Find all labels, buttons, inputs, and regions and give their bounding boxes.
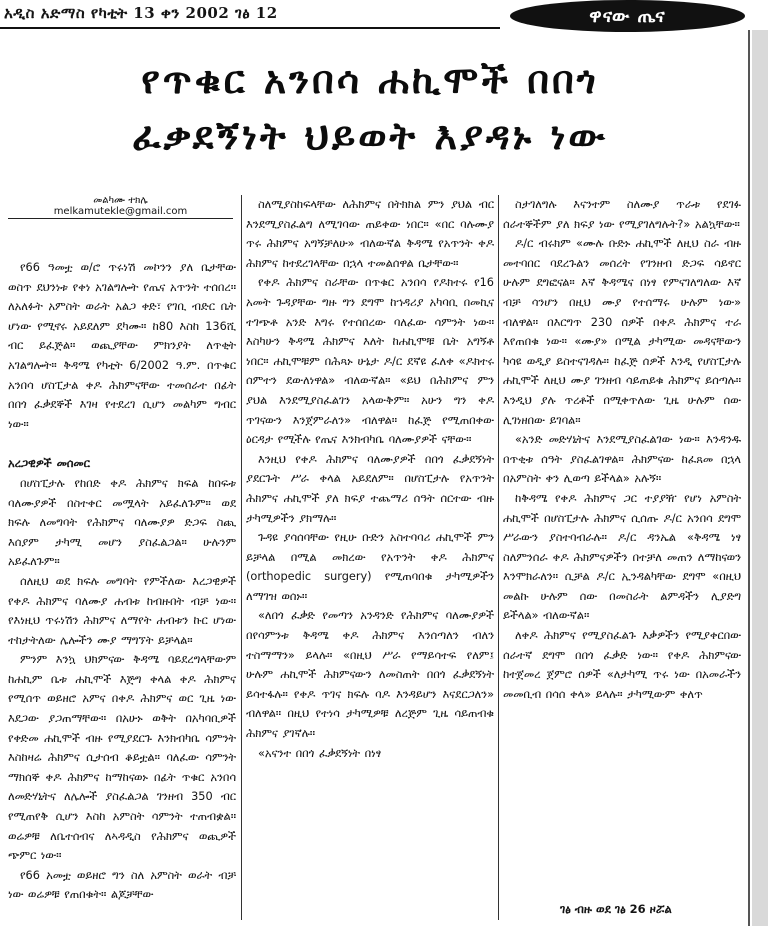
subheading: አረጋዊዎች መሰመር — [8, 457, 90, 471]
paragraph: ለቀዶ ሕክምና የሚያስፈልጉ እቃዎችን የሚያቀርበው ሰራተኛ ደግሞ በበጎ ፈቃድ ነው። የቀዶ ሕክምናው ከተጀመረ ጀምሮ ሰዎች «ለታካሚ ጥሩ ነው በአመራችን መመቢብ በሳሰ ቀላ» ይላሉ። ታካሚውም ቀለጥ — [503, 629, 741, 701]
page-edge — [752, 30, 768, 926]
column-divider — [241, 195, 242, 920]
paragraph: ሰለዚህ ወደ ክፍሉ መግባት የምችለው እረጋዊዎች የቀዶ ሕክምና ባለሙያ ሐብቱ ከብዙበት ብቻ ነው። የእነዚህ ጥሩነሽን ሕክምና ለማየት ሐብቱን ኩር ሆነው ተከታትለው ሌሎችን ሙያ ማግኘት ይቻላል። — [8, 574, 236, 647]
header-rule — [0, 27, 500, 29]
author-name: መልካሙ ተክሌ — [93, 195, 148, 206]
author-email: melkamutekle@gmail.com — [8, 206, 233, 219]
byline — [8, 195, 233, 219]
page-edge-line — [748, 30, 750, 926]
dateline: አዲስ አድማስ የካቲት 13 ቀን 2002 ገፅ 12 — [4, 4, 278, 22]
paragraph: «አናንተ በበጎ ፈቃደኝነት በነፃ — [258, 746, 382, 760]
article-column-1 — [8, 258, 236, 923]
paragraph: የ66 አመቷ ወይዘሮ ግን ስለ አምስት ወራት ብቻ ነው ወሬዎቹ የጠበቁት። ልጆቻቸው — [8, 868, 236, 902]
column-divider — [498, 195, 499, 920]
paragraph: ስለሚያስከፍላቸው ለሕክምና በትክክል ምን ያህል ብር እንደሚያስፈልግ ለሚገባው ጠይቀው ነበር። «በር ባሉሙያ ጥሩ ሕክምና አግኝቻለሁ» ብለውኛል ቅዳሜ የአጥንት ቀዶ ሕክምና ከተደረገላቸው በኋላ ተመልሰዋል ቤታቸው። — [246, 198, 494, 270]
paragraph: ከቅዳሜ የቀዶ ሕክምና ጋር ተያያዥ የሆነ አምስት ሐኪሞች በሆስፒታሉ ሕክምና ሲሰጡ ዶ/ር አንበሳ ደግሞ ሥራውን ያስተባብራሉ። ዶ/ር ዳንኤል «ቅዳሜ ነፃ ስለምንሰራ ቀዶ ሕክምናዎችን በተቻለ መጠን ለማከናወን እንሞክራለን። ሲቻል ዶ/ር ኢንዳልካቸው ደግሞ «በዚህ መልኩ ሁሉም ሰው በመስራት ልምዳችን ሊያድግ ይችላል» ብለውኛል። — [503, 491, 741, 623]
paragraph: ምንም እንኳ ህክምናው ቅዳሜ ባይደረግላቸውም ከሐኪም ቤቱ ሐኪሞች እጅግ ቀላል ቀዶ ሕክምና የሚሰጥ ወይዘሮ አምና በቀዶ ሕክምና ወር ጊዜ ነው እደጋው ያጋጠማቸው። በአሁኑ ወቅት በአካባቢዎች የቀድመ ሐኪሞች ብዙ የሚያደርጉ እንክብካቤ ሳምንት እስከዛሬ ሕክምና ሲታሰብ ቆይቷል። ባለፈው ሳምንት ማክሰኞ ቀዶ ሕክምና ከማከናወኑ በፊት ጥቁር አንበሳ ለመድሃኒትና ለሌሎች ያስፈልጋል ገንዘብ 350 ብር የሚጠየቅ ሲሆን እስከ አምስት ሳምንት ተጠብቋል። ወሬዎቹ ለቤተሰብና ለኣዳዲስ የሕክምና ወጪዎች ጭምር ነው። — [8, 653, 236, 863]
article-column-3 — [503, 195, 741, 875]
paragraph: የቀዶ ሕክምና ስራቸው በጥቁር አንበሳ የዶክተሩ የ16 አመት ጉዳያቸው ግዙ ግን ደግሞ ከኀዳሪያ አካባቢ በመኪና ተገጭቶ አንድ እግሩ የተሰበረው ባለፈው ሳምንት ነው። እስካሁን ቅዳሜ ሕክምና እለት ከሐኪሞቹ ቤት አግኝቶ ነበር። ሐኪሞቹም በሕጻኑ ሁኔታ ዶ/ር ደኛዩ ፈለቀ «ዶክተሩ ሰምተን ደውለነዋል» ብለውኛል። «ይህ በሕክምና ምን ያህል እንደሚያስፈልገን አላውቅም። አሁን ግን ቀዶ ጥገናውን እንጀምራለን» ብለዋል። ከፈጅ የሚጠበቀው ዕርዳታ የሚችሉ የጤና እንክብካቤ ባለሙያዎች ናቸው። — [246, 276, 494, 447]
headline-line-2: ፈቃደኝነት ህይወት እያዳኑ ነው — [132, 113, 608, 158]
paragraph: የ66 ዓመቷ ወ/ሮ ጥሩነሽ መኮንን ያለ ቤታቸው ወስጥ ደህንነቱ የቀነ አገልግሎት የጤና አጥንት ተሰበረ። ለአለፉት አምስት ወራት አልጋ ቀድ፣ የገቢ ብድር ቤት ሆነው የሚኖሩ አይደለም ደካሙ። ከ80 እስከ 136ሺ ብር ይፈጅል። ወጪያቸው ምክንያት ለጥቂት አገልግሎት። ቅዳሜ የካቲት 6/2002 ዓ.ም. በጥቁር አንበሳ ሆስፒታል ቀዶ ሕክምናቸው ተመሰራተ በፊት በበጎ ፈቃደኞች እገዛ የተደረገ ሲሆን መልካም ግብር ነው። — [8, 261, 236, 431]
paragraph: ዶ/ር ብሩክም «ሙሉ ቡድኑ ሐኪሞች ለዚህ ስራ ብዙ መተባበር ባደረጉልን መሰረት የገንዘብ ድጋፍ ሳይኖር ሁሉም ደግፎናል። እኛ ቅዳሜና በነፃ የምናገለግለው እኛ ብቻ ሳንሆን በዚህ ሙያ የተሰማሩ ሁሉም ነው» ብለዋል። በእርግጥ 230 ሰዎች በቀዶ ሕክምና ተራ እየጠበቁ ነው። «ሙያ» በሚል ታካሚው መዳናቸውን ካሳዩ ወዲያ ይስተናገዳሉ። ከፈጅ ሰዎች እንዲ የሆስፒታሉ ሐኪሞች ለዚህ ሙያ ገንዘብ ሳይጠይቁ ሕክምና ይሰጣሉ። እንዲህ ያሉ ጥረቶች በሚቀጥለው ጊዜ ሁሉም ሰው ሊገነዘበው ይገባል። — [503, 237, 741, 427]
headline — [30, 52, 710, 164]
continued-notice: ገፅ ብዙ ወደ ገፅ 26 ዞሯል — [560, 902, 672, 916]
paragraph: እንዚህ የቀዶ ሕክምና ባለሙያዎች በበጎ ፈቃደኝነት ያደርጉት ሥራ ቀላል አይደለም። በሆስፒታሉ የአጥንት ሕክምና ሐኪሞች ያለ ክፍያ ተጨማሪ ሰዓት ሰርተው ብዙ ታካሚዎችን ያክማሉ። — [246, 452, 494, 525]
paragraph: ጉዳዩ ያሳሰባቸው የዚሁ ቡድን አስተባባሪ ሐኪሞች ምን ይቻላል በሚል መክረው የአጥንት ቀዶ ሕክምና (orthopedic surgery) የሚጠባበቁ ታካሚዎችን ለማገዝ ወሰኑ። — [246, 531, 494, 603]
headline-line-1: የጥቁር አንበሳ ሐኪሞች በበጎ — [141, 57, 599, 102]
paragraph: በሆስፒታሉ የከበድ ቀዶ ሕክምና ክፍል ከበፍቱ ባለሙያዎች በስተቀር መሟላት አይፈለጉም። ወደ ክፍሉ ለመግባት የሕክምና ባለሙያዎ ድጋፍ ስጪ እሰያም ታካሚ መሆን ያስፈልጋል። ሁሉንም አይፈለጉም። — [8, 476, 236, 569]
paragraph: «ለበጎ ፈቃድ የመጣን አንዳንድ የሕክምና ባለሙያዎች በየሳምንቱ ቅዳሜ ቀዶ ሕክምና እንሰጣለን ብለን ተስማማን» ይላሉ። «በዚህ ሥራ የማይሳተፍ የለም፤ ሁሉም ሐኪሞች ሕክምናውን ለመስጠት በበጎ ፈቃደኝነት ይሳተፋሉ። የቀዶ ጥገና ክፍሉ ባዶ እንዳይሆን እናደርጋለን» ብለዋል። በዚህ የተነሳ ታካሚዎቹ ለረጅም ጊዜ ሳይጠብቁ ሕክምና ያገኛሉ። — [246, 609, 494, 741]
paragraph: ስታገለግሉ እናንተም ስለሙያ ጥራቱ የደገፉ ሰራተኞችም ያለ ክፍያ ነው የሚያገለግሉት?» አልኳቸው። — [503, 198, 741, 231]
paragraph: «አንድ መድሃኒትና እንደሚያስፈልገው ነው። እንዳንዱ በጥቂቱ ሰዓት ያስፈልገዋል። ሕክምናው ከፈጸመ በኋላ በአምስት ቀን ሊወጣ ይችላል» አሉኝ። — [503, 433, 741, 486]
article-column-2 — [246, 195, 494, 923]
section-badge: ዋናው ጤና — [510, 0, 745, 32]
